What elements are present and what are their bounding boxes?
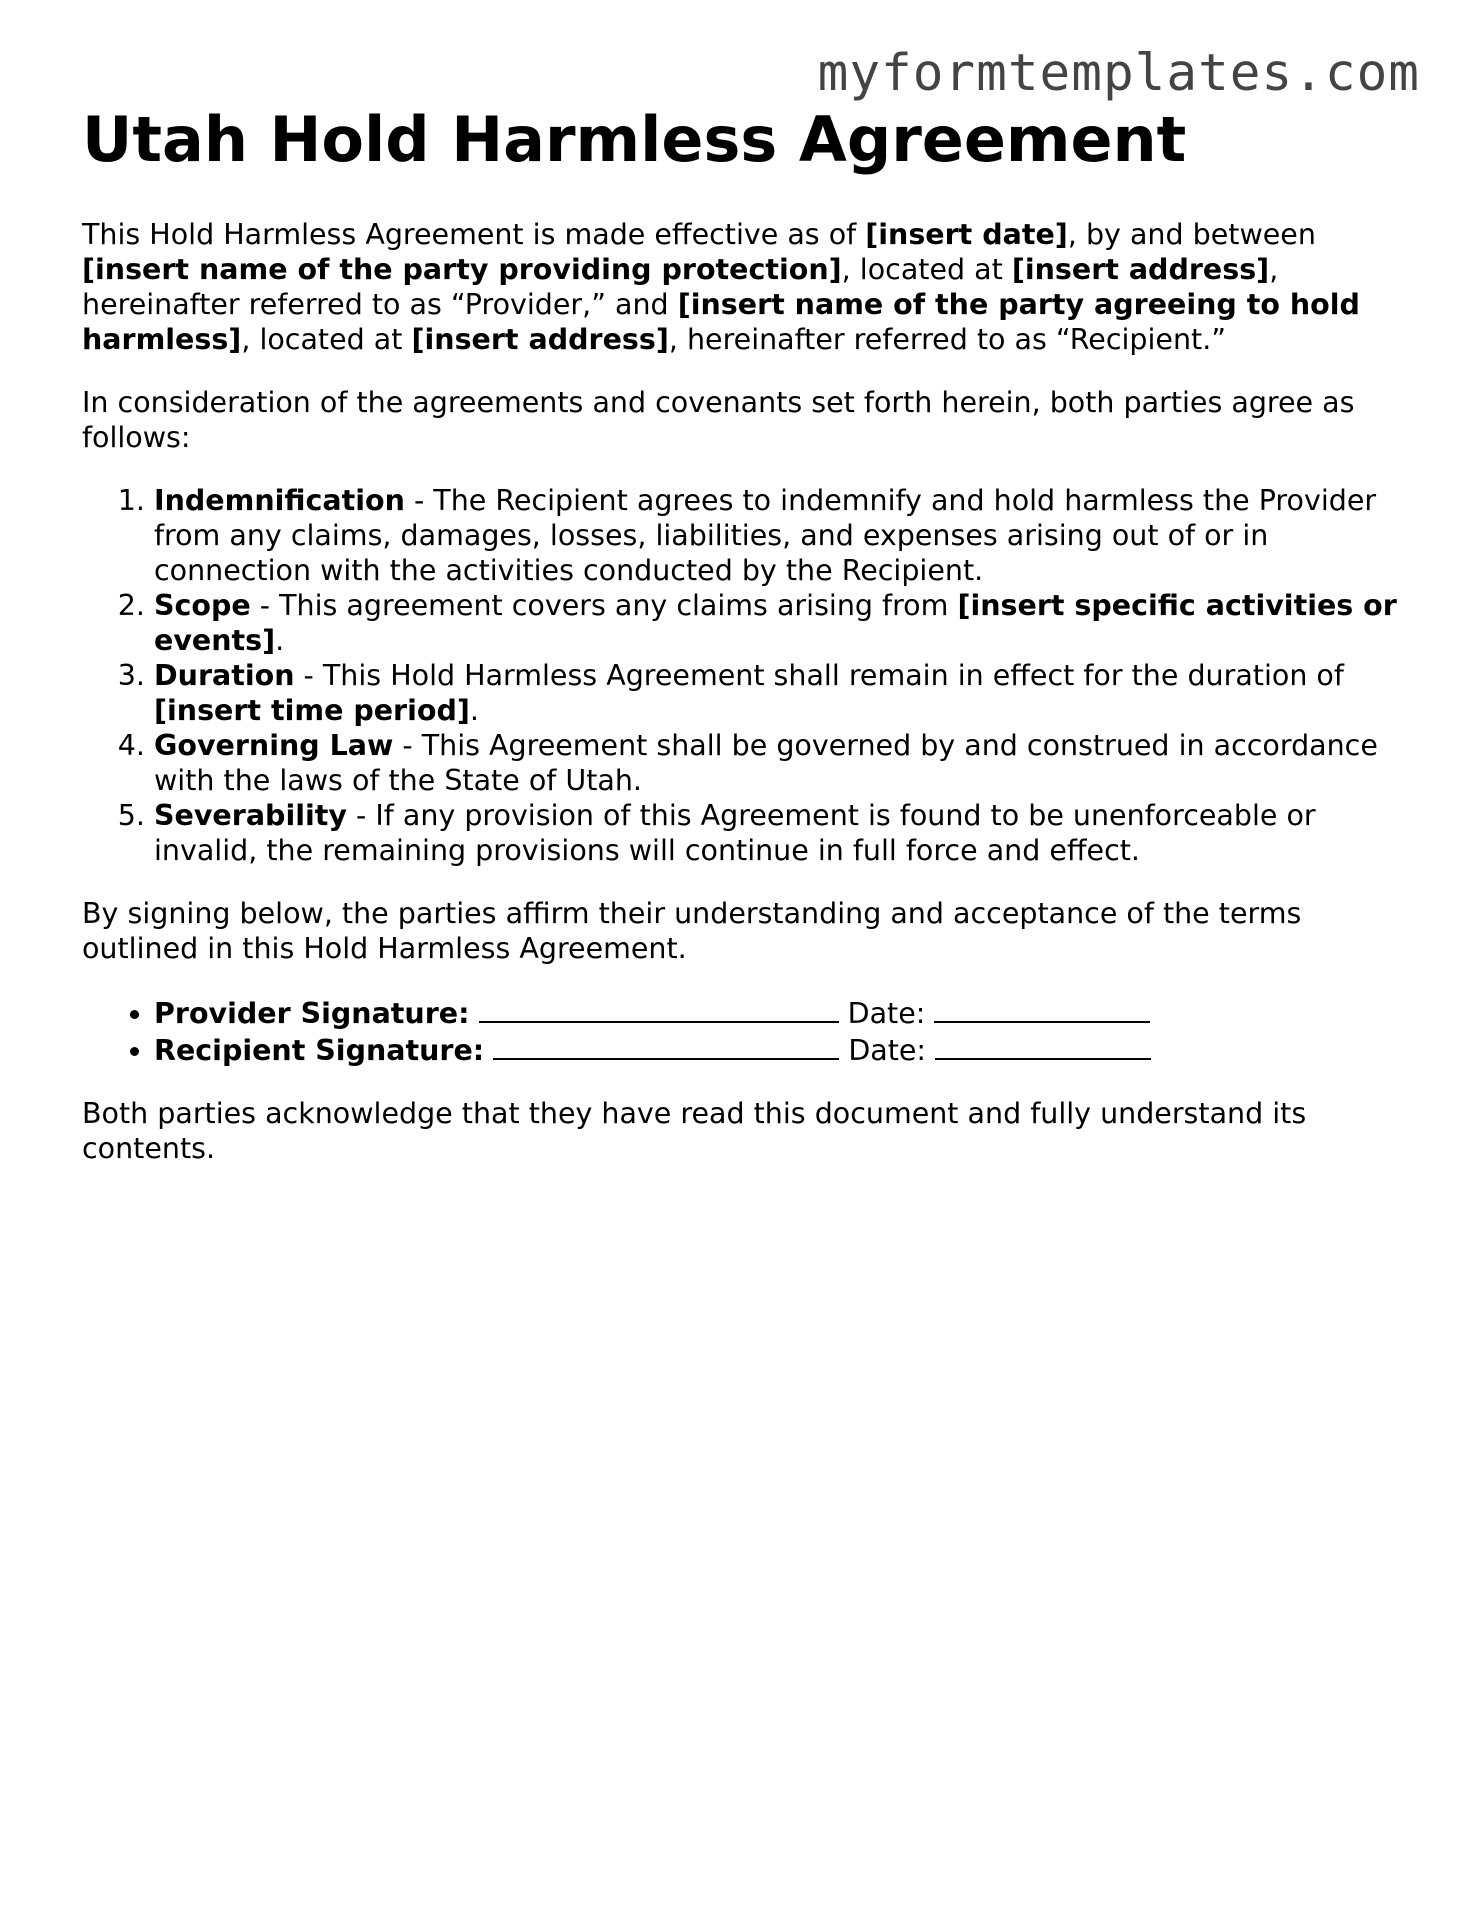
intro-text: This Hold Harmless Agreement is made effective as of <box>82 218 866 252</box>
provider-signature-field[interactable] <box>479 994 839 1023</box>
term-text: - This agreement covers any claims arising from <box>250 589 958 623</box>
intro-text: , hereinafter referred to as “Recipient.” <box>668 323 1227 357</box>
date-placeholder: [insert date] <box>865 218 1068 252</box>
terms-list <box>82 483 1412 868</box>
intro-text: , by and between <box>1067 218 1316 252</box>
term-text: - The Recipient agrees to indemnify and hold harmless the Provider from any claims, damages, losses, liabilities, and expenses arising out of or in connection with the activities conducted by the Recipient. <box>154 484 1377 588</box>
term-text: - This Hold Harmless Agreement shall remain in effect for the duration of <box>294 659 1344 693</box>
term-heading: Governing Law <box>154 729 394 763</box>
recipient-address-placeholder: [insert address] <box>411 323 669 357</box>
recipient-name-placeholder: [insert name of the party agreeing to hold harmless] <box>82 288 1360 357</box>
signature-label: Provider Signature: <box>154 997 470 1031</box>
intro-paragraph <box>82 217 1412 357</box>
recipient-date-field[interactable] <box>935 1031 1151 1060</box>
intro-text: , located at <box>241 323 412 357</box>
consideration-paragraph: In consideration of the agreements and covenants set forth herein, both parties agree as follows: <box>82 386 1355 455</box>
term-indemnification <box>154 483 1412 588</box>
recipient-signature-line <box>154 1031 1412 1068</box>
provider-name-placeholder: [insert name of the party providing protection] <box>82 253 842 287</box>
date-label: Date: <box>848 1034 927 1068</box>
term-governing-law <box>154 728 1412 798</box>
signature-label: Recipient Signature: <box>154 1034 485 1068</box>
provider-date-field[interactable] <box>934 994 1150 1023</box>
term-severability <box>154 798 1412 868</box>
document-title: Utah Hold Harmless Agreement <box>82 103 1187 176</box>
term-heading: Scope <box>154 589 251 623</box>
provider-address-placeholder: [insert address] <box>1011 253 1270 287</box>
term-heading: Indemnification <box>154 484 405 518</box>
recipient-signature-field[interactable] <box>493 1031 839 1060</box>
term-suffix: . <box>275 624 285 658</box>
term-scope <box>154 588 1412 658</box>
term-duration <box>154 658 1412 728</box>
watermark: myformtemplates.com <box>817 44 1420 103</box>
term-heading: Duration <box>154 659 295 693</box>
time-period-placeholder: [insert time period] <box>154 694 470 728</box>
term-heading: Severability <box>154 799 347 833</box>
intro-text: , hereinafter referred to as “Provider,” and <box>82 253 1279 322</box>
provider-signature-line <box>154 994 1412 1031</box>
document-body <box>82 104 1412 1194</box>
signature-list <box>82 994 1412 1068</box>
closing-paragraph: Both parties acknowledge that they have read this document and fully understand its contents. <box>82 1097 1307 1166</box>
term-text: - This Agreement shall be governed by and construed in accordance with the laws of the State of Utah. <box>154 729 1378 798</box>
signing-intro: By signing below, the parties affirm their understanding and acceptance of the terms outlined in this Hold Harmless Agreement. <box>82 897 1302 966</box>
date-label: Date: <box>847 997 926 1031</box>
term-suffix: . <box>469 694 479 728</box>
term-text: - If any provision of this Agreement is found to be unenforceable or invalid, the remaining provisions will continue in full force and effect. <box>154 799 1316 868</box>
activities-placeholder: [insert specific activities or events] <box>154 589 1397 658</box>
intro-text: , located at <box>841 253 1012 287</box>
